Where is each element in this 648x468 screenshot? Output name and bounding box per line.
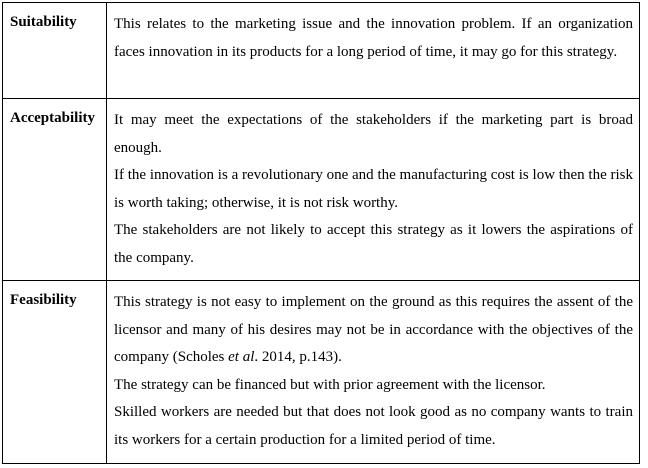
paragraph: Skilled workers are needed but that does not look good as no company wants to train its workers for a certain production for a limited period of time. bbox=[114, 404, 633, 448]
citation-et-al: et al bbox=[228, 349, 255, 365]
table-row-feasibility bbox=[3, 281, 640, 464]
citation-prefix: This strategy is not easy to implement on the ground as this requires the assent of the licensor and many of his desires may not be in accordance with the objectives of the company (Scholes bbox=[114, 294, 633, 365]
row-label-feasibility: Feasibility bbox=[3, 281, 107, 464]
row-content-suitability bbox=[107, 3, 640, 99]
row-label-suitability: Suitability bbox=[3, 3, 107, 99]
table-row-acceptability bbox=[3, 99, 640, 281]
row-label-acceptability: Acceptability bbox=[3, 99, 107, 281]
paragraph-with-citation bbox=[114, 289, 633, 372]
citation-suffix: . 2014, p.143). bbox=[254, 349, 342, 365]
table-row-suitability bbox=[3, 3, 640, 99]
row-content-acceptability bbox=[107, 99, 640, 281]
paragraph: The stakeholders are not likely to accept this strategy as it lowers the aspirations of the company. bbox=[114, 222, 633, 266]
paragraph: It may meet the expectations of the stakeholders if the marketing part is broad enough. bbox=[114, 112, 633, 156]
paragraph: This relates to the marketing issue and the innovation problem. If an organization faces innovation in its products for a long period of time, it may go for this strategy. bbox=[114, 16, 633, 60]
evaluation-table bbox=[2, 2, 640, 464]
paragraph: The strategy can be financed but with prior agreement with the licensor. bbox=[114, 376, 546, 393]
row-content-feasibility bbox=[107, 281, 640, 464]
paragraph: If the innovation is a revolutionary one and the manufacturing cost is low then the risk is worth taking; otherwise, it is not risk worthy. bbox=[114, 167, 633, 211]
